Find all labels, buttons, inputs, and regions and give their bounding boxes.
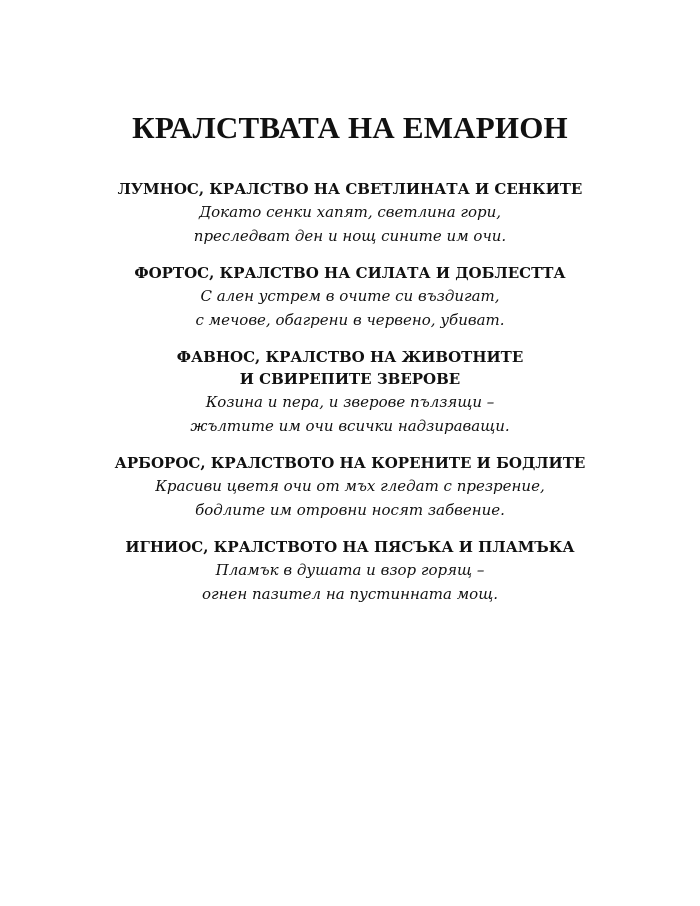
verse-line: огнен пазител на пустинната мощ. bbox=[201, 585, 498, 603]
verse-line: Докато сенки хапят, светлина гори, bbox=[198, 203, 502, 221]
kingdom-fortos bbox=[0, 262, 700, 332]
verse-line: С ален устрем в очите си въздигат, bbox=[200, 287, 500, 305]
kingdom-ignios bbox=[0, 536, 700, 606]
kingdom-name-continued: И СВИРЕПИТЕ ЗВЕРОВЕ bbox=[239, 370, 461, 388]
kingdom-favnos bbox=[0, 346, 700, 438]
kingdom-name: ИГНИОС, КРАЛСТВОТО НА ПЯСЪКА И ПЛАМЪКА bbox=[125, 538, 575, 556]
kingdom-arboros bbox=[0, 452, 700, 522]
kingdom-name: АРБОРОС, КРАЛСТВОТО НА КОРЕНИТЕ И БОДЛИТЕ bbox=[114, 454, 586, 472]
kingdom-name: ФОРТОС, КРАЛСТВО НА СИЛАТА И ДОБЛЕСТТА bbox=[134, 264, 566, 282]
kingdom-name: ФАВНОС, КРАЛСТВО НА ЖИВОТНИТЕ bbox=[176, 348, 524, 366]
verse-line: Красиви цветя очи от мъх гледат с презрение, bbox=[155, 477, 545, 495]
verse-line: Пламък в душата и взор горящ – bbox=[215, 561, 485, 579]
verse-line: с мечове, обагрени в червено, убиват. bbox=[195, 311, 505, 329]
verse-line: бодлите им отровни носят забвение. bbox=[195, 501, 505, 519]
kingdom-lumnos bbox=[0, 178, 700, 248]
verse-line: Козина и пера, и зверове пълзящи – bbox=[205, 393, 495, 411]
verse-line: преследват ден и нощ сините им очи. bbox=[193, 227, 507, 245]
verse-line: жълтите им очи всички надзираващи. bbox=[190, 417, 510, 435]
page-title: КРАЛСТВАТА НА ЕМАРИОН bbox=[132, 110, 568, 145]
kingdoms-list bbox=[0, 178, 700, 620]
kingdom-name: ЛУМНОС, КРАЛСТВО НА СВЕТЛИНАТА И СЕНКИТЕ bbox=[117, 180, 583, 198]
